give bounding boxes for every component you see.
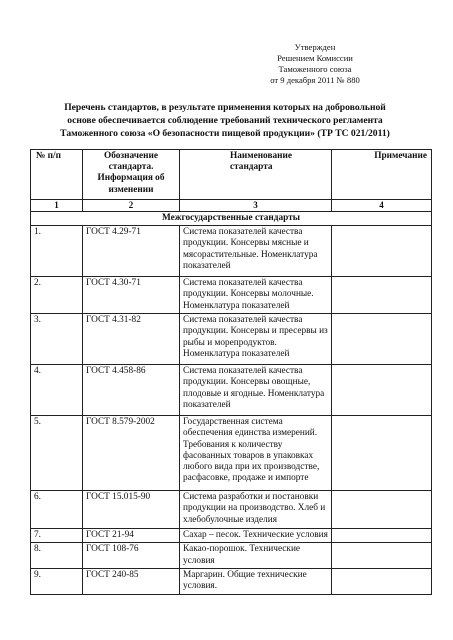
row-name: Система показателей качества продукции. Консервы молочные. Номенклатура показателей [180,277,332,314]
table-row [31,226,432,277]
standards-table [30,149,432,595]
title-line: основе обеспечивается соблюдение требований технического регламента [67,114,383,126]
table-row [31,314,432,365]
header-num: № п/п [31,150,83,200]
row-name: Маргарин. Общие технические условия. [180,568,332,594]
table-row [31,365,432,416]
header-designation: Обозначение стандарта. Информация об изменении [83,150,180,200]
table-row [31,568,432,594]
row-code: ГОСТ 8.579-2002 [83,416,180,491]
document-title [20,102,430,140]
row-note [332,568,432,594]
row-name: Система разработки и постановки продукции на производство. Хлеб и хлебобулочные изделия [180,491,332,529]
row-code: ГОСТ 4.30-71 [83,277,180,314]
row-name: Система показателей качества продукции. Консервы овощные, плодовые и ягодные. Номенклатура показателей [180,365,332,416]
approval-line: Утвержден [294,42,336,52]
row-name: Государственная система обеспечения единства измерений. Требования к количеству фасованных товаров в упаковках любого вида при их производстве, расфасовке, продаже и импорте [180,416,332,491]
row-note [332,277,432,314]
row-note [332,529,432,543]
row-note [332,365,432,416]
row-num: 1. [31,226,83,277]
row-num: 2. [31,277,83,314]
table-row [31,416,432,491]
approval-line: Таможенного союза [278,64,352,74]
row-num: 3. [31,314,83,365]
title-line: Таможенного союза «О безопасности пищевой продукции» (ТР ТС 021/2011) [60,127,390,139]
row-code: ГОСТ 240-85 [83,568,180,594]
title-line: Перечень стандартов, в результате применения которых на добровольной [64,102,386,113]
table-row [31,491,432,529]
row-code: ГОСТ 21-94 [83,529,180,543]
row-note [332,491,432,529]
table-row [31,277,432,314]
row-note [332,226,432,277]
column-index: 1 [31,200,83,212]
section-row [31,212,432,226]
row-num: 7. [31,529,83,543]
column-index: 3 [180,200,332,212]
row-num: 9. [31,568,83,594]
row-name: Система показателей качества продукции. Консервы мясные и мясорастительные. Номенклатура показателей [180,226,332,277]
row-num: 6. [31,491,83,529]
section-title: Межгосударственные стандарты [31,212,432,226]
approval-block [250,42,380,86]
row-num: 5. [31,416,83,491]
table-row [31,529,432,543]
row-code: ГОСТ 4.31-82 [83,314,180,365]
row-num: 8. [31,543,83,568]
approval-line: Решением Комиссии [277,53,353,63]
header-notes: Примечание [332,150,432,200]
column-index: 2 [83,200,180,212]
row-note [332,543,432,568]
header-name: Наименование стандарта [180,150,332,200]
table-row [31,543,432,568]
row-name: Какао-порошок. Технические условия [180,543,332,568]
approval-line: от 9 декабря 2011 № 880 [270,75,360,85]
row-note [332,416,432,491]
row-name: Система показателей качества продукции. Консервы и пресервы из рыбы и морепродуктов. Номенклатура показателей [180,314,332,365]
table-header-row [31,150,432,200]
row-code: ГОСТ 15.015-90 [83,491,180,529]
row-name: Сахар – песок. Технические условия [180,529,332,543]
row-code: ГОСТ 108-76 [83,543,180,568]
table-body [31,226,432,595]
row-code: ГОСТ 4.29-71 [83,226,180,277]
row-note [332,314,432,365]
column-index: 4 [332,200,432,212]
row-num: 4. [31,365,83,416]
row-code: ГОСТ 4.458-86 [83,365,180,416]
column-index-row [31,200,432,212]
